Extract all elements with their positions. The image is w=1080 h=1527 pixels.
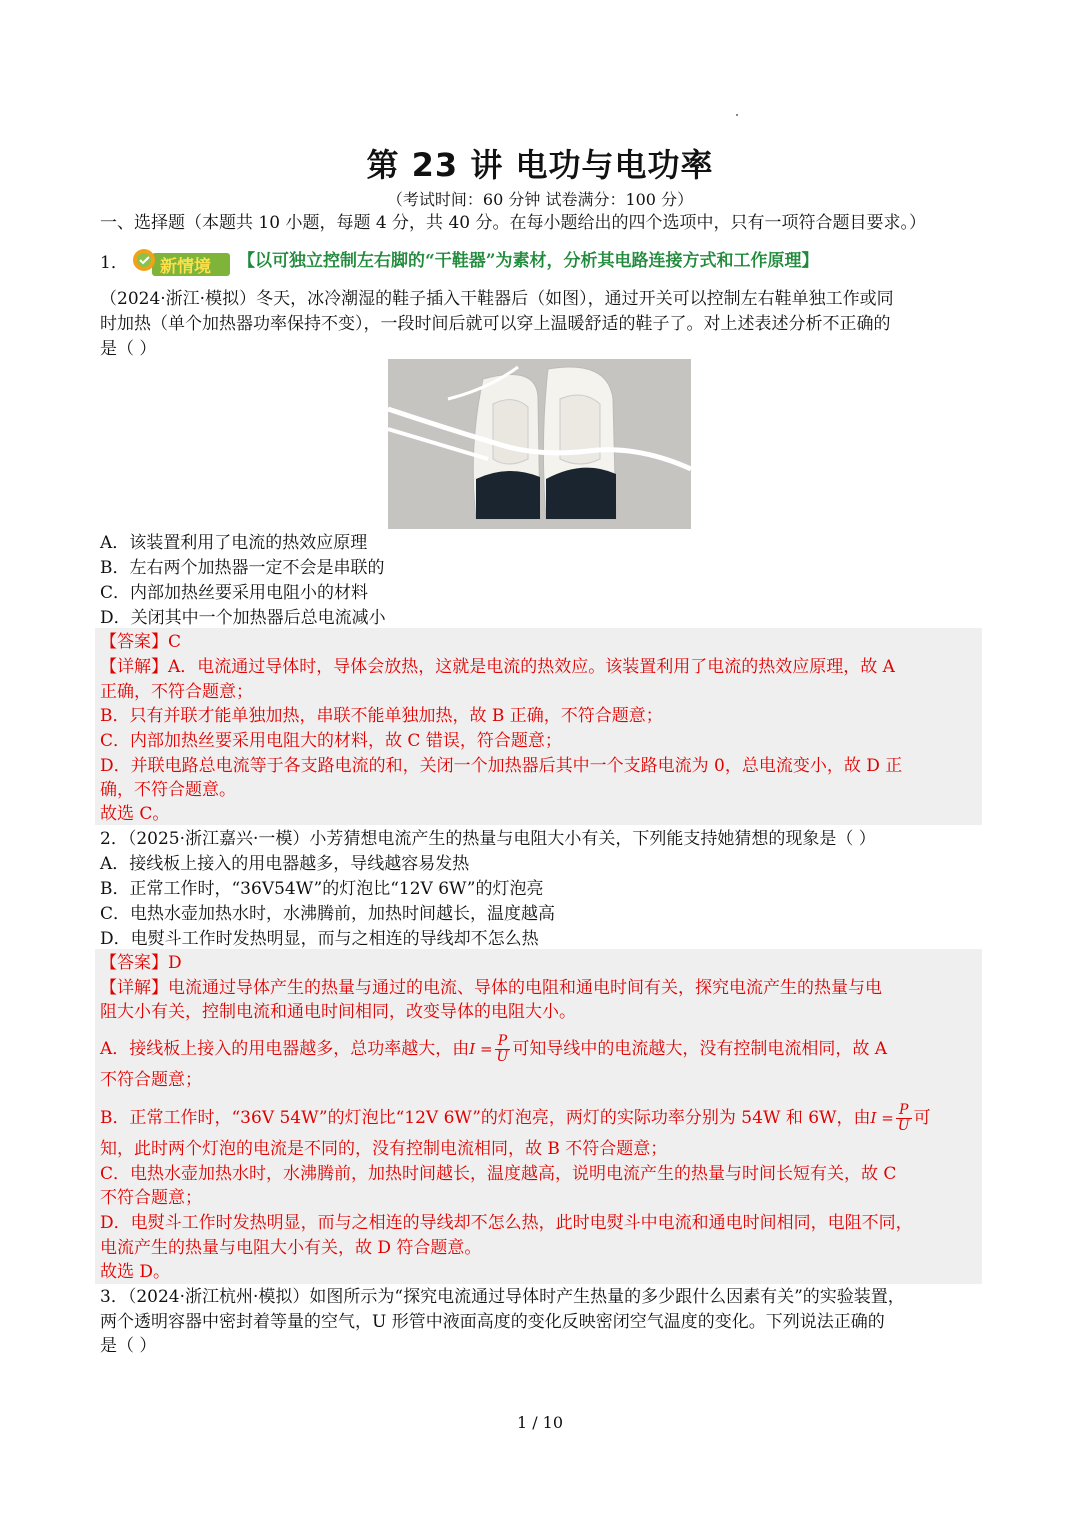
page-number: 1 / 10 — [516, 1413, 564, 1432]
q1-explain-line: B．只有并联才能单独加热，串联不能单独加热，故 B 正确，不符合题意； — [100, 706, 663, 726]
q1-explain-line: 正确，不符合题意； — [100, 682, 253, 702]
formula-numerator: P — [896, 1103, 912, 1119]
q1-stem-line: 时加热（单个加热器功率保持不变），一段时间后就可以穿上温暖舒适的鞋子了。对上述表述分析不正确的 — [100, 314, 891, 334]
formula-lhs: I = — [870, 1109, 894, 1127]
q1-option-b: B．左右两个加热器一定不会是串联的 — [100, 558, 385, 578]
q1-stem-line: 是（ ） — [100, 339, 157, 359]
q1-answer: 【答案】C — [100, 632, 182, 652]
new-context-badge — [130, 248, 232, 278]
q2-explain-line: D．电熨斗工作时发热明显，而与之相连的导线却不怎么热，此时电熨斗中电流和通电时间相同，电阻不同， — [100, 1213, 913, 1233]
q2-option-c: C．电热水壶加热水时，水沸腾前，加热时间越长，温度越高 — [100, 904, 556, 924]
q2-explain-a — [100, 1034, 887, 1065]
q1-explain-line: C．内部加热丝要采用电阻大的材料，故 C 错误，符合题意； — [100, 731, 562, 751]
page-title: 第 23 讲 电功与电功率 — [366, 146, 714, 184]
q2-option-b: B．正常工作时，“36V54W”的灯泡比“12V 6W”的灯泡亮 — [100, 879, 544, 899]
shoe-dryer-photo — [388, 359, 691, 529]
stray-dot — [736, 114, 738, 116]
q3-stem-line: 3．（2024·浙江杭州·模拟）如图所示为“探究电流通过导体时产生热量的多少跟什么因素有关”的实验装置， — [100, 1287, 905, 1307]
q2-explain-line: 阻大小有关，控制电流和通电时间相同，改变导体的电阻大小。 — [100, 1002, 576, 1022]
exam-info: （考试时间：60 分钟 试卷满分：100 分） — [386, 190, 694, 209]
formula-lhs: I = — [469, 1040, 493, 1058]
formula-numerator: P — [495, 1034, 511, 1050]
q1-explain-line: 故选 C。 — [100, 804, 170, 824]
badge-label: 新情境 — [160, 257, 211, 277]
q2-explain-line: 【详解】电流通过导体产生的热量与通过的电流、导体的电阻和通电时间有关，探究电流产生的热量与电 — [100, 978, 882, 998]
q3-stem-line: 两个透明容器中密封着等量的空气，U 形管中液面高度的变化反映密闭空气温度的变化。下列说法正确的 — [100, 1312, 885, 1332]
q1-explain-line: D．并联电路总电流等于各支路电流的和，关闭一个加热器后其中一个支路电流为 0，总电流变小，故 D 正 — [100, 756, 903, 776]
q2-explain-line: 电流产生的热量与电阻大小有关，故 D 符合题意。 — [100, 1238, 482, 1258]
q1-topic: 【以可独立控制左右脚的“干鞋器”为素材，分析其电路连接方式和工作原理】 — [238, 251, 819, 271]
q1-number: 1． — [100, 253, 128, 273]
q1-explain-line: 【详解】A．电流通过导体时，导体会放热，这就是电流的热效应。该装置利用了电流的热效应原理，故 A — [100, 657, 895, 677]
q1-option-d: D．关闭其中一个加热器后总电流减小 — [100, 608, 386, 628]
q1-option-c: C．内部加热丝要采用电阻小的材料 — [100, 583, 369, 603]
section-heading: 一、选择题（本题共 10 小题，每题 4 分，共 40 分。在每小题给出的四个选项中，只有一项符合题目要求。） — [100, 213, 927, 233]
q2-option-a: A．接线板上接入的用电器越多，导线越容易发热 — [100, 854, 470, 874]
q1-explain-line: 确，不符合题意。 — [100, 780, 236, 800]
q3-stem-line: 是（ ） — [100, 1336, 157, 1356]
formula-fraction — [896, 1103, 912, 1134]
q2-explain-line: 不符合题意； — [100, 1070, 202, 1090]
formula-denominator: U — [496, 1049, 509, 1065]
q2-explain-a-text: A．接线板上接入的用电器越多，总功率越大，由 — [100, 1039, 470, 1059]
q2-explain-b-text: B．正常工作时，“36V 54W”的灯泡比“12V 6W”的灯泡亮，两灯的实际功率分别为 54W 和 6W，由 — [100, 1108, 871, 1128]
q2-stem: 2．（2025·浙江嘉兴·一模）小芳猜想电流产生的热量与电阻大小有关，下列能支持她猜想的现象是（ ） — [100, 829, 876, 849]
q2-explain-line: 知，此时两个灯泡的电流是不同的，没有控制电流相同，故 B 不符合题意； — [100, 1139, 668, 1159]
q2-explain-line: 不符合题意； — [100, 1188, 202, 1208]
q2-explain-b-text: 可 — [913, 1108, 931, 1128]
q2-answer: 【答案】D — [100, 953, 182, 973]
q1-stem-line: （2024·浙江·模拟）冬天，冰冷潮湿的鞋子插入干鞋器后（如图），通过开关可以控制左右鞋单独工作或同 — [100, 289, 894, 309]
formula-denominator: U — [897, 1118, 910, 1134]
formula-fraction — [495, 1034, 511, 1065]
q2-explain-line: 故选 D。 — [100, 1262, 171, 1282]
q2-explain-a-text: 可知导线中的电流越大，没有控制电流相同，故 A — [512, 1039, 888, 1059]
q2-explain-b — [100, 1103, 931, 1134]
q1-option-a: A．该装置利用了电流的热效应原理 — [100, 533, 368, 553]
q2-option-d: D．电熨斗工作时发热明显，而与之相连的导线却不怎么热 — [100, 929, 539, 949]
q2-explain-line: C．电热水壶加热水时，水沸腾前，加热时间越长，温度越高，说明电流产生的热量与时间长短有关，故 C — [100, 1164, 897, 1184]
